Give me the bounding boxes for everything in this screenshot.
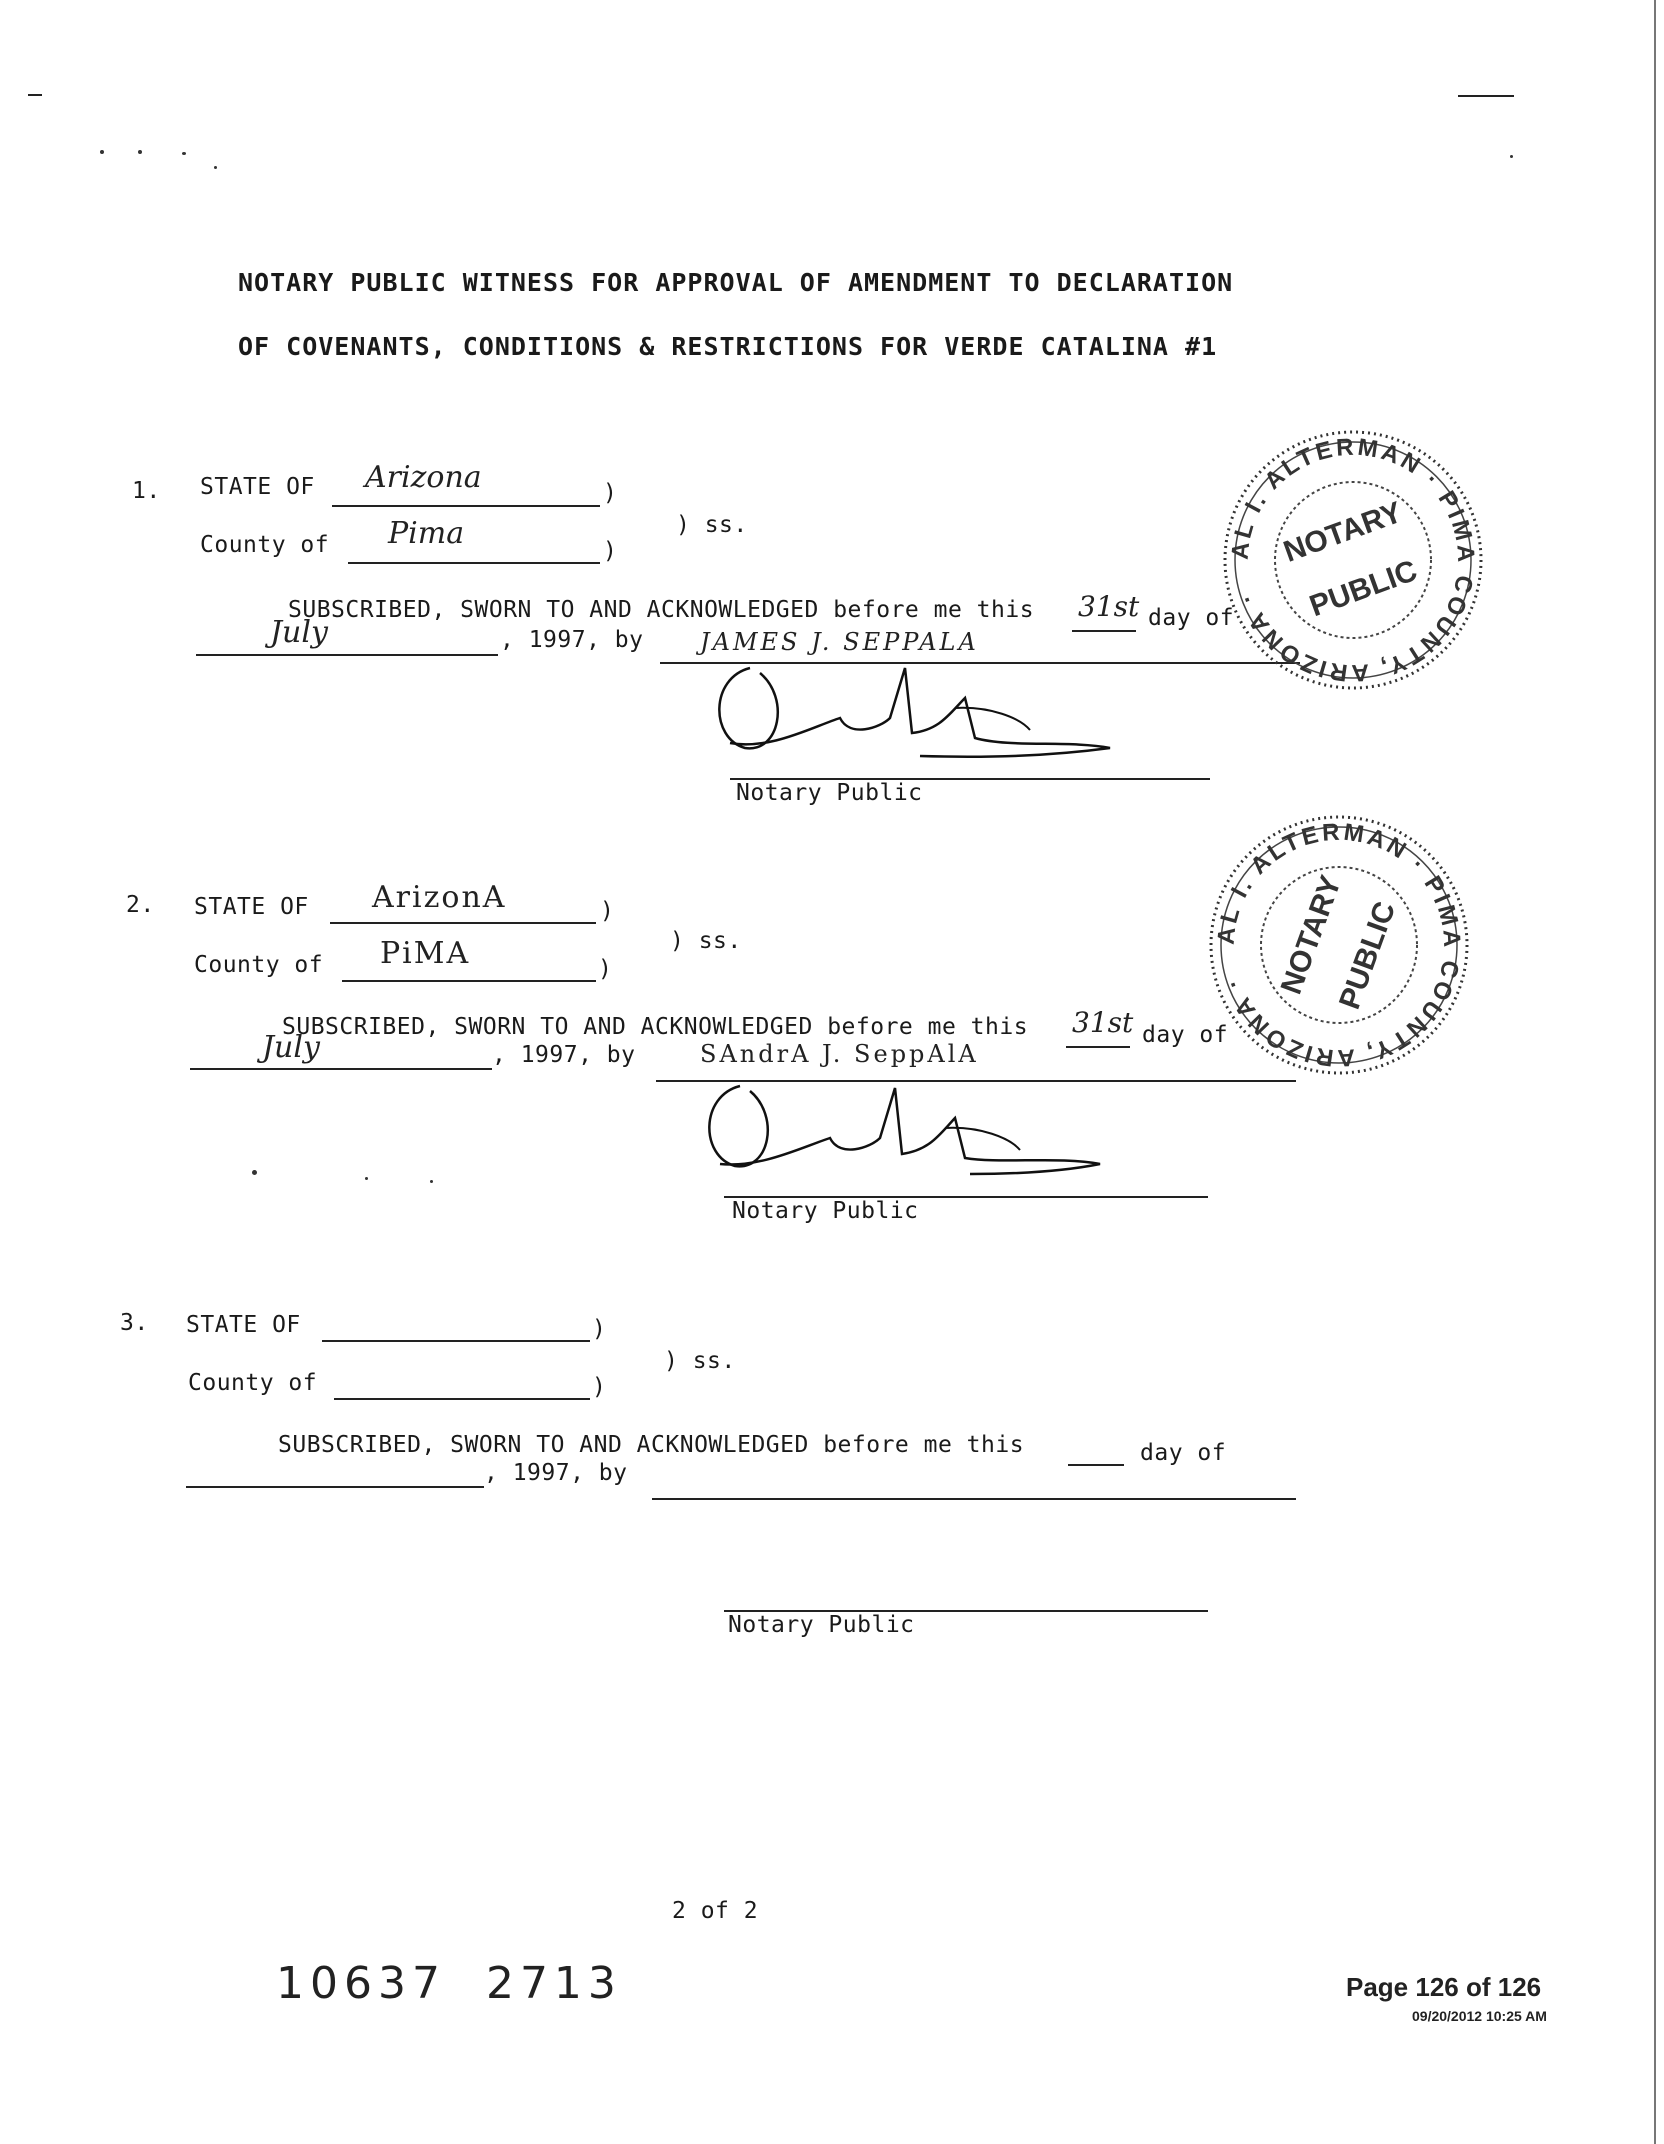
day-value: 31st (1072, 1006, 1134, 1039)
page-of-label: 2 of 2 (672, 1898, 759, 1924)
notary-public-label: Notary Public (728, 1612, 915, 1638)
paren: ) (603, 538, 618, 564)
signer-line (652, 1498, 1296, 1500)
state-value: Arizona (365, 460, 482, 495)
state-label: STATE OF (200, 474, 315, 500)
svg-text:AL I. ALTERMAN · PIMA COUNTY,: AL I. ALTERMAN · PIMA COUNTY, ARIZONA · (1226, 433, 1480, 687)
recording-number: 10637 2713 (276, 1958, 622, 2009)
day-of-label: day of (1140, 1440, 1227, 1466)
svg-text:NOTARY: NOTARY (1274, 871, 1348, 999)
notary-seal-stamp-2 (1194, 800, 1484, 1090)
county-label: County of (200, 532, 330, 558)
year-by-label: , 1997, by (492, 1042, 636, 1068)
speck (214, 166, 217, 169)
page-edge (1654, 0, 1664, 2144)
month-value: July (262, 1030, 320, 1065)
state-label: STATE OF (194, 894, 309, 920)
signer-name: JAMES J. SEPPALA (700, 628, 979, 656)
speck (430, 1180, 433, 1183)
month-line (190, 1068, 492, 1070)
top-right-mark (1458, 95, 1514, 97)
entry-number: 1. (132, 478, 161, 504)
document-title-line-2: OF COVENANTS, CONDITIONS & RESTRICTIONS FOR VERDE CATALINA #1 (238, 332, 1218, 361)
notary-signature-1 (690, 658, 1190, 788)
day-line (1068, 1464, 1124, 1466)
subscribed-text: SUBSCRIBED, SWORN TO AND ACKNOWLEDGED before me this (282, 1014, 1029, 1040)
speck (1510, 155, 1513, 158)
county-value: Pima (388, 516, 465, 551)
year-by-label: , 1997, by (484, 1460, 628, 1486)
subscribed-text: SUBSCRIBED, SWORN TO AND ACKNOWLEDGED before me this (288, 597, 1035, 623)
svg-text:PUBLIC: PUBLIC (1305, 554, 1422, 624)
month-value: July (270, 615, 328, 650)
notary-seal-stamp-1 (1208, 415, 1498, 705)
entry-number: 3. (120, 1310, 149, 1336)
day-line (1066, 1046, 1130, 1048)
speck (138, 150, 142, 154)
svg-text:NOTARY: NOTARY (1279, 495, 1407, 569)
day-of-label: day of (1142, 1022, 1229, 1048)
document-title-line-1: NOTARY PUBLIC WITNESS FOR APPROVAL OF AMENDMENT TO DECLARATION (238, 268, 1234, 297)
notary-public-label: Notary Public (736, 780, 923, 806)
ss-label: ) ss. (664, 1348, 736, 1374)
paren: ) (592, 1374, 607, 1400)
state-value: ArizonA (372, 880, 507, 915)
state-label: STATE OF (186, 1312, 301, 1338)
day-of-label: day of (1148, 605, 1235, 631)
state-line (330, 922, 596, 924)
county-line (348, 562, 600, 564)
notary-public-label: Notary Public (732, 1198, 919, 1224)
speck (182, 152, 186, 155)
svg-text:AL I. ALTERMAN · PIMA COUNTY,: AL I. ALTERMAN · PIMA COUNTY, ARIZONA · (1212, 818, 1466, 1072)
paren: ) (603, 480, 618, 506)
signer-name: SAndrA J. SeppAlA (700, 1040, 979, 1068)
paren: ) (592, 1316, 607, 1342)
svg-text:PUBLIC: PUBLIC (1333, 897, 1403, 1014)
day-value: 31st (1078, 590, 1140, 623)
subscribed-text: SUBSCRIBED, SWORN TO AND ACKNOWLEDGED before me this (278, 1432, 1025, 1458)
state-line (332, 505, 600, 507)
page-counter: Page 126 of 126 (1346, 1972, 1542, 2002)
county-label: County of (194, 952, 324, 978)
paren: ) (600, 898, 615, 924)
year-by-label: , 1997, by (500, 627, 644, 653)
top-left-mark (28, 94, 42, 96)
state-line (322, 1340, 590, 1342)
paren: ) (598, 956, 613, 982)
month-line (186, 1486, 484, 1488)
month-line (196, 654, 498, 656)
speck (252, 1170, 257, 1175)
ss-label: ) ss. (676, 512, 748, 538)
entry-number: 2. (126, 892, 155, 918)
notary-signature-2 (680, 1076, 1180, 1206)
speck (365, 1177, 368, 1180)
county-line (334, 1398, 590, 1400)
county-line (342, 980, 596, 982)
speck (100, 150, 104, 154)
day-line (1072, 630, 1136, 632)
print-timestamp: 09/20/2012 10:25 AM (1412, 2008, 1547, 2024)
county-label: County of (188, 1370, 318, 1396)
county-value: PiMA (380, 936, 471, 971)
ss-label: ) ss. (670, 928, 742, 954)
